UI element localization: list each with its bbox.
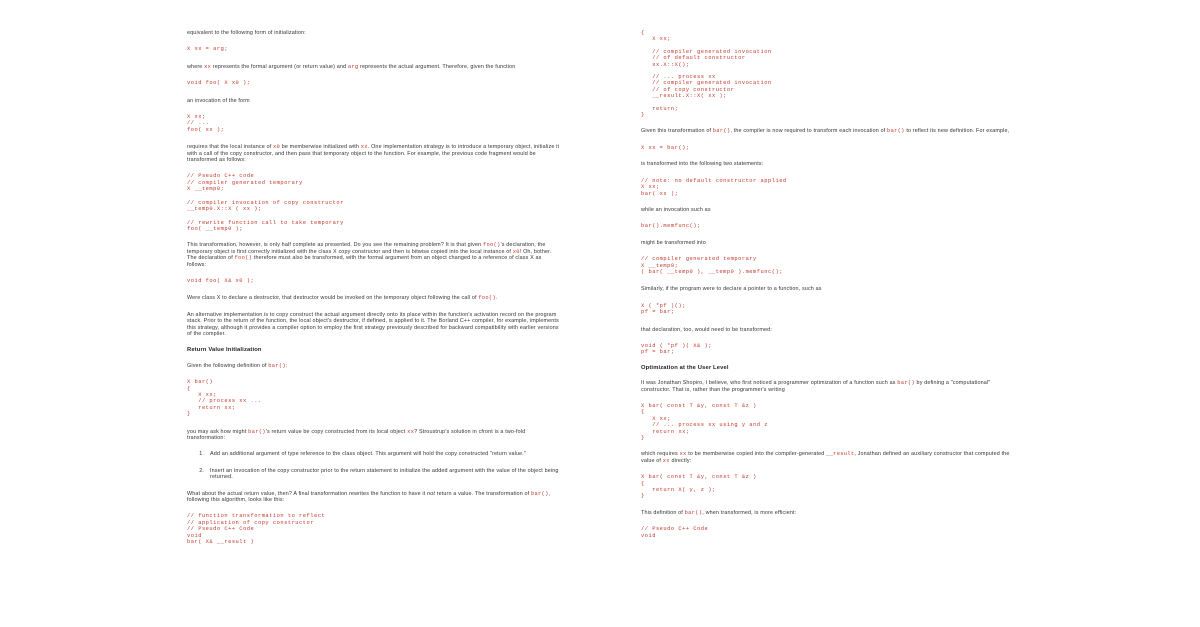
list-item	[187, 468, 562, 481]
section-heading: Return Value Initialization	[187, 347, 262, 354]
text-run: return a value. The transformation of	[435, 490, 531, 497]
text-run: , when transformed, is more efficient:	[702, 509, 797, 516]
code-block: void foo( X x0 );	[187, 80, 251, 87]
paragraph	[187, 242, 562, 268]
right-column	[641, 30, 1021, 539]
list-item-text	[210, 468, 562, 481]
text-run: It was Jonathan Shopiro, I believe, who first noticed a programmer optimization of a function such as	[641, 380, 898, 387]
text-run: which requires	[641, 451, 680, 458]
text-run: is transformed into the following two statements:	[641, 161, 764, 168]
paragraph	[641, 240, 1021, 246]
text-run: to be memberwise copied into the compiler-generated	[686, 451, 827, 458]
list-item	[187, 451, 562, 457]
inline-code: bar()	[887, 128, 905, 135]
text-run: This definition of	[641, 509, 685, 516]
inline-code: xx	[662, 457, 670, 464]
text-run: an invocation of the form	[187, 97, 250, 104]
paragraph	[187, 30, 562, 36]
paragraph	[641, 510, 1021, 516]
text-run: therefore must also be transformed, with the formal argument from an object changed to a reference of class X as follows:	[187, 255, 542, 268]
text-run: ! Oh, bother. The declaration of	[187, 248, 552, 262]
inline-code: bar()	[268, 362, 286, 369]
text-run: represents the formal argument (or return value) and	[211, 63, 348, 70]
code-block: // Pseudo C++ Code void	[641, 526, 709, 539]
text-run: Insert an invocation of the copy constructor prior to the return statement to initialize the added argument with the value of the object being returned.	[210, 467, 559, 481]
code-block: // compiler generated temporary X __temp0; ( bar( __temp0 ), __temp0 ).memfunc();	[641, 256, 783, 275]
code-block: // function transformation to reflect // application of copy constructor // Pseudo C++ Code void bar( X& __result )	[187, 513, 326, 546]
code-block: X bar( const T &y, const T &z ) { X xx; // ... process xx using y and z return xx; }	[641, 403, 768, 442]
paragraph	[641, 286, 1021, 292]
text-run: to reflect its new definition. For example,	[904, 128, 1010, 135]
code-block: X ( *pf )(); pf = bar;	[641, 302, 686, 316]
code-block: X bar() { X xx; // process xx ... return xx; }	[187, 379, 262, 418]
code-block: void ( *pf )( X& ); pf = bar;	[641, 342, 712, 356]
paragraph	[641, 161, 1021, 167]
text-run: equivalent to the following form of initialization:	[187, 30, 306, 36]
inline-code: xx	[407, 428, 415, 435]
inline-code: foo()	[482, 242, 501, 249]
inline-code: foo()	[234, 255, 253, 262]
emphasis-text: not	[427, 490, 435, 497]
text-run: you may ask how might	[187, 428, 249, 435]
code-block: { X xx;	[641, 30, 671, 43]
list-number: 2.	[199, 467, 204, 474]
inline-code: arg	[347, 63, 359, 70]
code-block: // note: no default constructor applied X xx; bar( xx );	[641, 177, 787, 197]
code-block: // Pseudo C++ code // compiler generated temporary X __temp0;	[187, 173, 303, 193]
text-run: . One implementation strategy is to introduce a temporary object, initialize it with a call of the copy constructor, and then pass that temporary object to the function. For example, the previous code fragment would be transformed as follows:	[187, 144, 560, 164]
paragraph	[187, 312, 562, 338]
code-block: X xx = bar();	[641, 144, 690, 151]
text-run: where	[187, 63, 205, 70]
text-run: , following this algorithm, looks like this:	[187, 490, 551, 504]
text-run: requires that the local instance of	[187, 144, 274, 151]
list-number: 1.	[199, 451, 204, 458]
code-block: X bar( const T &y, const T &z ) { return X( y, z ); }	[641, 474, 757, 500]
text-run: Add an additional argument of type reference to the class object. This argument will hold the copy constructed "return value."	[210, 451, 526, 458]
inline-code: xx	[204, 63, 212, 70]
text-run: while an invocation such as	[641, 206, 711, 213]
text-run: Were class X to declare a destructor, that destructor would be invoked on the temporary object following the call of	[187, 295, 479, 302]
code-block: // rewrite function call to take temporary foo( __temp0 );	[187, 219, 344, 232]
text-run: 's declaration, the temporary object is first correctly initialized with the class X copy constructor and then is bitwise copied into the local instance of	[187, 242, 546, 255]
paragraph	[187, 429, 562, 442]
paragraph	[187, 363, 562, 369]
code-block: X xx = arg;	[187, 46, 229, 53]
text-run: Similarly, if the program were to declare a pointer to a function, such as	[641, 286, 822, 293]
text-run: be memberwise initialized with	[280, 144, 361, 151]
code-block: // compiler invocation of copy constructor __temp0.X::X ( xx );	[187, 199, 344, 213]
inline-code: xx	[679, 451, 687, 458]
text-run: What about the actual return value, then? A final transformation rewrites the function to have it	[187, 490, 428, 497]
section-heading: Optimization at the User Level	[641, 364, 729, 371]
inline-code: __result	[826, 451, 855, 458]
code-block: void foo( X& x0 );	[187, 277, 255, 284]
inline-code: bar()	[530, 490, 549, 497]
inline-code: bar()	[684, 509, 703, 516]
code-block: bar().memfunc();	[641, 223, 701, 230]
text-run: by defining a "computational" constructor. That is, rather than the programmer's writing	[641, 380, 991, 393]
text-run: might be transformed into	[641, 239, 706, 246]
inline-code: bar()	[897, 380, 915, 387]
paragraph	[187, 98, 562, 104]
paragraph	[187, 64, 562, 70]
code-block: // compiler generated invocation // of default constructor xx.X::X();	[652, 48, 772, 68]
code-block: X xx; // ... foo( xx );	[187, 114, 225, 133]
text-run: directly:	[669, 457, 692, 464]
text-run: , Jonathan defined an auxiliary constructor that computed the value of	[641, 451, 1010, 464]
text-run: 's return value be copy constructed from its local object	[265, 428, 408, 435]
text-run: , the compiler is now required to transform each invocation of	[730, 128, 888, 135]
text-run: ? Stroustrup's solution in cfront is a two-fold transformation:	[187, 428, 526, 442]
text-run: .	[496, 295, 498, 302]
paragraph	[187, 144, 562, 163]
left-column	[187, 30, 562, 546]
paragraph	[641, 327, 1021, 333]
inline-code: bar()	[712, 128, 731, 135]
text-run: Given the following definition of	[187, 362, 269, 369]
inline-code: foo()	[478, 295, 497, 302]
text-run: :	[285, 362, 288, 369]
code-block: // ... process xx // compiler generated invocation // of copy constructor __result.X::X( xx );	[652, 74, 772, 100]
code-block: return; }	[641, 105, 679, 119]
text-run: An alternative implementation is to copy construct the actual argument directly onto its place within the function's activation record on the program stack. Prior to the return of the function, the local object's destructor, if defined, is applied to it. The Borland C++ compiler, for example, implements this strategy, although it provides a compiler option to employ the first strategy previously described for backward compatibility with earlier versions of the compiler.	[187, 311, 559, 337]
inline-code: xx	[360, 144, 368, 151]
text-run: This transformation, however, is only half complete as presented. Do you see the remaining problem? It is that given	[187, 242, 483, 249]
text-run: represents the actual argument. Therefore, given the function	[358, 63, 516, 70]
text-run: Given this transformation of	[641, 128, 713, 135]
paragraph	[641, 128, 1021, 134]
text-run: that declaration, too, would need to be transformed:	[641, 326, 772, 333]
inline-code: x0	[273, 144, 281, 151]
paragraph	[187, 491, 562, 504]
paragraph	[641, 451, 1021, 464]
paragraph	[641, 380, 1021, 393]
paragraph	[641, 207, 1021, 213]
list-item-text	[210, 451, 526, 457]
inline-code: bar()	[248, 428, 266, 435]
inline-code: x0	[512, 248, 520, 255]
paragraph	[187, 295, 562, 301]
